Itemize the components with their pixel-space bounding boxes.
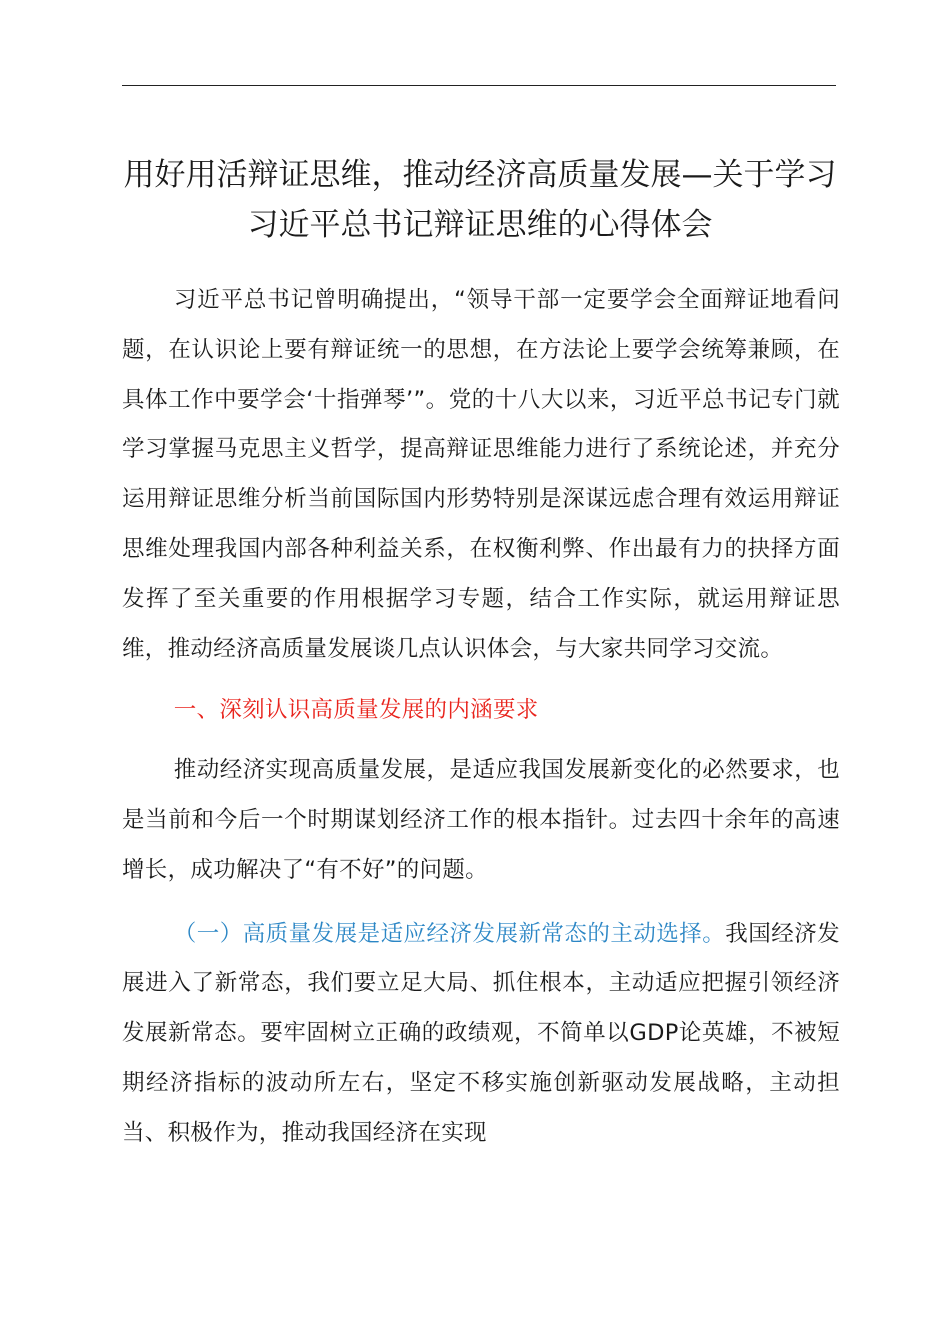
subsection-1-lead: （一）高质量发展是适应经济发展新常态的主动选择。: [173, 920, 726, 947]
subsection-1-body: 我国经济发展进入了新常态，我们要立足大局、抓住根本，主动适应把握引领经济发展新常态。要牢固树立正确的政绩观，不简单以GDP论英雄，不被短期经济指标的波动所左右，坚定不移实施创新驱动发展战略，主动担当、积极作为，推动我国经济在实现: [122, 920, 840, 1146]
document-title: 用好用活辩证思维，推动经济高质量发展—关于学习习近平总书记辩证思维的心得体会: [123, 157, 837, 243]
section-1-paragraph: 推动经济实现高质量发展，是适应我国发展新变化的必然要求，也是当前和今后一个时期谋划经济工作的根本指针。过去四十余年的高速增长，成功解决了“有不好”的问题。: [122, 757, 840, 883]
subsection-1-paragraph: [122, 910, 840, 1159]
header-rule: [122, 85, 836, 86]
intro-paragraph: 习近平总书记曾明确提出，“领导干部一定要学会全面辩证地看问题，在认识论上要有辩证统一的思想，在方法论上要学会统筹兼顾，在具体工作中要学会‘十指弹琴’”。党的十八大以来，习近平总书记专门就学习掌握马克思主义哲学，提高辩证思维能力进行了系统论述，并充分运用辩证思维分析当前国际国内形势特别是深谋远虑合理有效运用辩证思维处理我国内部各种利益关系，在权衡利弊、作出最有力的抉择方面发挥了至关重要的作用根据学习专题，结合工作实际，就运用辩证思维，推动经济高质量发展谈几点认识体会，与大家共同学习交流。: [122, 287, 840, 662]
section-heading-1: 一、深刻认识高质量发展的内涵要求: [173, 697, 539, 724]
document-body: [122, 276, 840, 1159]
